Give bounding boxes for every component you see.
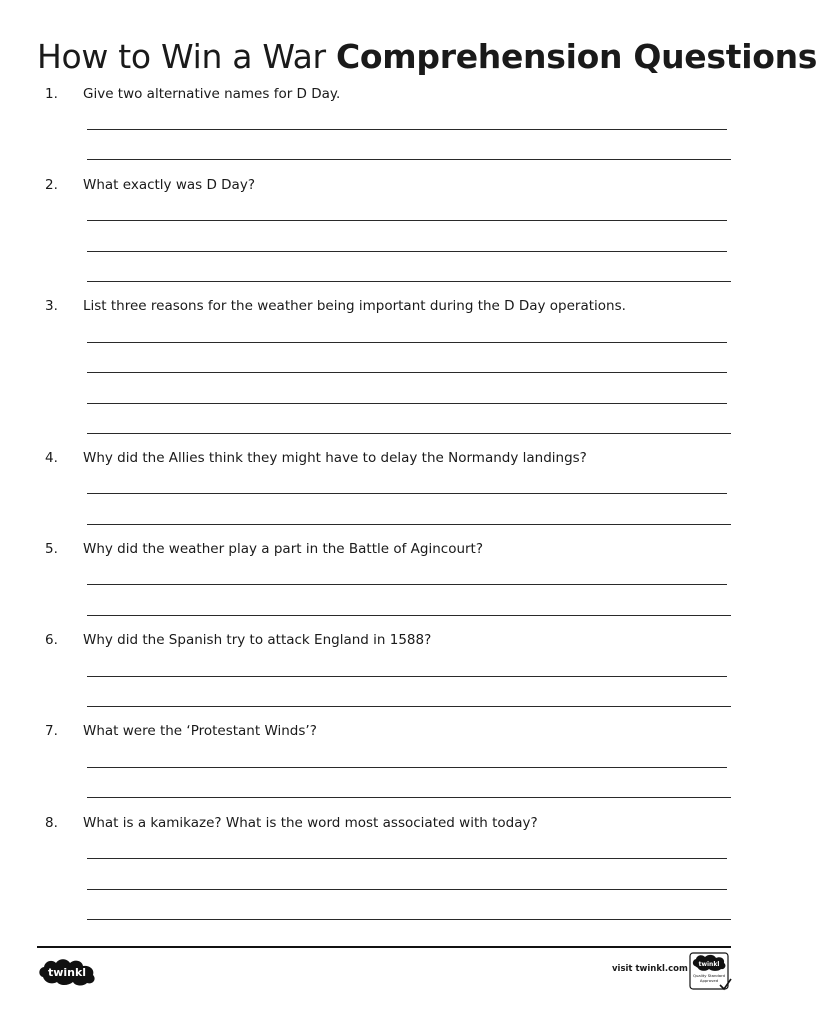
answer-line[interactable] bbox=[87, 524, 731, 525]
question-number: 4. bbox=[45, 450, 58, 466]
answer-line[interactable] bbox=[87, 584, 727, 585]
question-text: Why did the weather play a part in the Battle of Agincourt? bbox=[83, 541, 484, 557]
answer-line[interactable] bbox=[87, 767, 727, 768]
question-number: 5. bbox=[45, 541, 58, 557]
question-number: 1. bbox=[45, 86, 58, 102]
website-link[interactable]: visit twinkl.com bbox=[612, 964, 688, 974]
answer-line[interactable] bbox=[87, 403, 727, 404]
page-title bbox=[37, 36, 817, 78]
answer-line[interactable] bbox=[87, 858, 727, 859]
question-text: What were the ‘Protestant Winds’? bbox=[83, 723, 317, 739]
title-bold: Comprehension Questions bbox=[336, 37, 817, 76]
answer-line[interactable] bbox=[87, 676, 727, 677]
answer-line[interactable] bbox=[87, 251, 727, 252]
question-text: What is a kamikaze? What is the word most associated with today? bbox=[83, 815, 538, 831]
answer-line[interactable] bbox=[87, 129, 727, 130]
badge-title: twinkl bbox=[698, 961, 720, 968]
question-number: 2. bbox=[45, 177, 58, 193]
title-light: How to Win a War bbox=[37, 37, 326, 76]
answer-line[interactable] bbox=[87, 919, 731, 920]
answer-line[interactable] bbox=[87, 797, 731, 798]
footer-divider bbox=[37, 946, 731, 948]
badge-line-1: Quality Standard bbox=[692, 973, 726, 978]
question-text: List three reasons for the weather being important during the D Day operations. bbox=[83, 298, 626, 314]
answer-line[interactable] bbox=[87, 889, 727, 890]
answer-line[interactable] bbox=[87, 372, 727, 373]
question-number: 7. bbox=[45, 723, 58, 739]
answer-line[interactable] bbox=[87, 615, 731, 616]
answer-line[interactable] bbox=[87, 220, 727, 221]
logo-text: twinkl bbox=[47, 966, 87, 979]
question-text: Why did the Spanish try to attack England in 1588? bbox=[83, 632, 432, 648]
question-text: Why did the Allies think they might have to delay the Normandy landings? bbox=[83, 450, 587, 466]
answer-line[interactable] bbox=[87, 706, 731, 707]
answer-line[interactable] bbox=[87, 493, 727, 494]
badge-line-2: Approved bbox=[699, 978, 719, 983]
answer-line[interactable] bbox=[87, 433, 731, 434]
question-text: Give two alternative names for D Day. bbox=[83, 86, 341, 102]
quality-badge bbox=[689, 952, 733, 992]
question-number: 3. bbox=[45, 298, 58, 314]
question-number: 6. bbox=[45, 632, 58, 648]
answer-line[interactable] bbox=[87, 159, 731, 160]
twinkl-logo bbox=[37, 955, 99, 987]
question-number: 8. bbox=[45, 815, 58, 831]
answer-line[interactable] bbox=[87, 281, 731, 282]
question-text: What exactly was D Day? bbox=[83, 177, 255, 193]
answer-line[interactable] bbox=[87, 342, 727, 343]
